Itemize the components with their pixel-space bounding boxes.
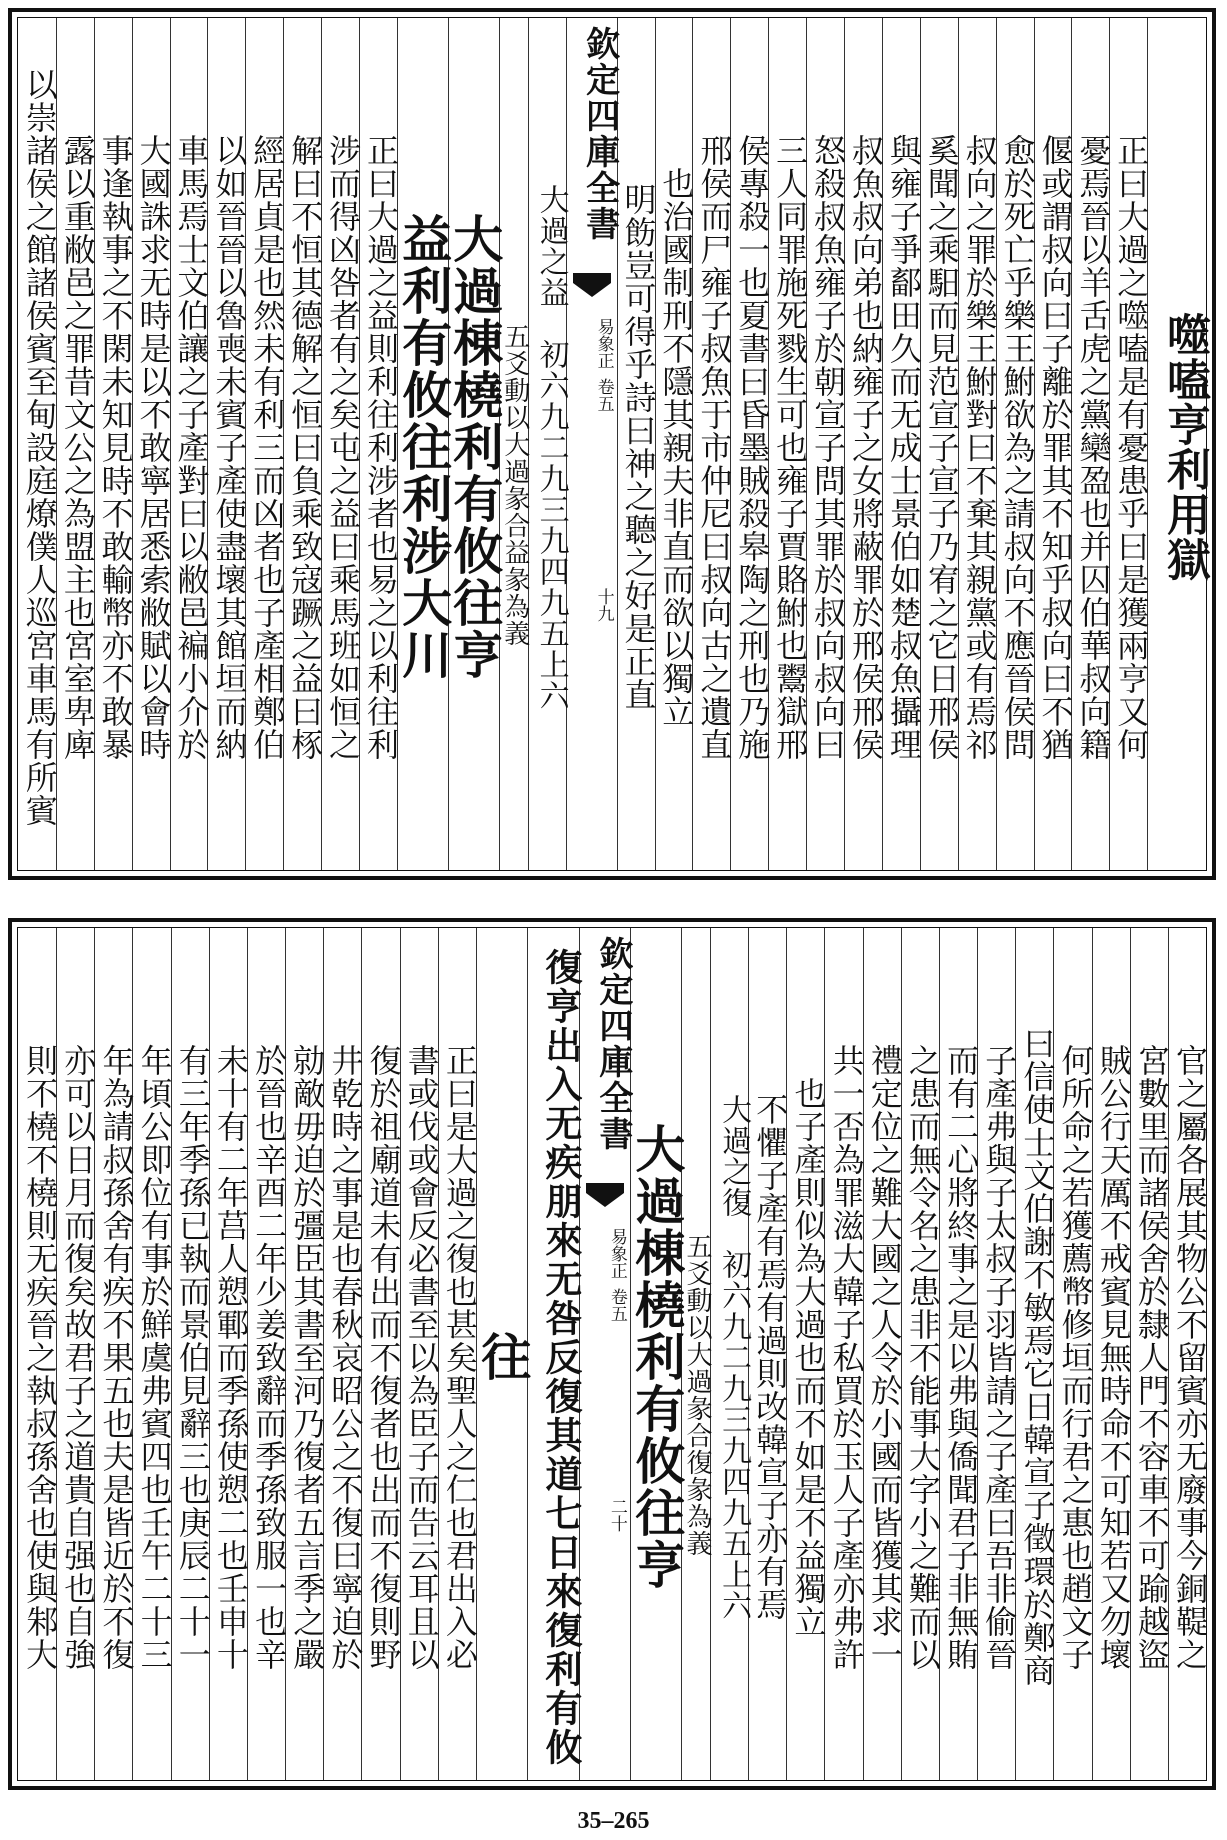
commentary-line: 宮數里而諸侯舍於隸人門不容車不可踰越盜 [1132,1043,1171,1671]
commentary-line: 愈於死亡乎樂王鮒欲為之請叔向不應晉侯問 [998,133,1037,761]
commentary-line: 井乾時之事是也春秋哀昭公之不復曰寧迫於 [326,1043,365,1671]
text-column [617,18,658,870]
fish-tail-mark-icon [586,1183,624,1217]
commentary-line: 大過之益 初六九二九三九四九五上六 [533,183,569,711]
text-column [882,18,923,870]
text-column [901,928,942,1780]
commentary-line: 復於祖廟道未有出而不復者也出而不復則野 [364,1043,403,1671]
commentary-line: 解曰不恒其德解之恒曰負乘致寇蹶之益曰㭬 [286,133,325,761]
commentary-line: 經居貞是也然未有利三而凶者也子產相鄭伯 [248,133,287,761]
commentary-line: 以崇諸侯之館諸侯賓至甸設庭燎僕人巡宮車馬有所賓 [20,67,59,827]
book-title-small: 易象正 [606,1228,627,1279]
text-column [1168,928,1209,1780]
commentary-line: 以如晉晉以魯喪未賓子產使盡壞其館垣而納 [210,133,249,761]
text-column [977,928,1019,1780]
text-column [1015,928,1057,1780]
commentary-line: 曰信使士文伯謝不敏焉它日韓宣子徵環於鄭商 [1018,1027,1057,1687]
text-column [321,18,363,870]
text-column [939,928,981,1780]
commentary-line: 有三年季孫已執而景伯見辭三也庚辰二十一 [173,1043,212,1671]
commentary-line: 賊公行天厲不戒賓見無時命不可知若又勿壞 [1094,1043,1133,1671]
commentary-line: 涉而得凶咎者有之矣屯之益曰乘馬班如恒之 [324,133,363,761]
text-column [824,928,866,1780]
commentary-line: 子產弗與子太叔子羽皆請之子產曰吾非偷晉 [980,1043,1019,1671]
commentary-line: 正曰大過之益則利往利涉者也易之以利往利 [361,133,400,761]
center-fold [566,18,620,870]
commentary-line: 五爻動以大過彖合復彖為義 [681,1233,712,1557]
text-column [400,928,441,1780]
scripture-line: 大過棟橈利有攸往亨 [445,213,505,681]
commentary-line: 侯專殺一也夏書曰昏墨賊殺皋陶之刑也乃施 [733,133,772,761]
commentary-line: 三人同罪施死戮生可也雍子賈賂鮒也鬻獄邢 [771,133,810,761]
commentary-line: 邢侯而尸雍子叔魚于市仲尼曰叔向古之遺直 [695,133,734,761]
commentary-line: 也治國制刑不隱其親夫非直而欲以獨立 [657,166,696,728]
commentary-line: 偃或謂叔向曰子離於罪其不知乎叔向曰不猶 [1036,133,1075,761]
text-column [627,928,687,1780]
text-column [1092,928,1133,1780]
text-column [56,928,98,1780]
commentary-line: 共一否為罪滋大韓子私買於玉人子產亦弗許 [827,1043,866,1671]
text-column [655,18,696,870]
text-column [996,18,1037,870]
text-column [94,928,136,1780]
commentary-line: 也子產則似為大過也而不如是不益獨立 [789,1076,828,1638]
folio-number: 十九 [593,588,614,622]
text-column [1053,928,1095,1780]
commentary-line: 則不橈不橈則无疾晉之執叔孫舍也使與邾大 [21,1043,60,1671]
commentary-line: 大過之復 初六九二九三九四九五上六 [716,1093,752,1621]
text-column [958,18,999,870]
commentary-line: 官之屬各展其物公不留賓亦无廢事今銅鞮之 [1171,1043,1209,1671]
text-column [209,928,250,1780]
text-column [1147,18,1210,870]
text-column [438,928,479,1780]
text-column [445,18,505,870]
text-column [844,18,885,870]
text-column [171,928,212,1780]
commentary-line: 禮定位之難大國之人令於小國而皆獲其求一 [865,1043,904,1671]
text-column [710,928,752,1780]
text-column [730,18,772,870]
text-column [170,18,211,870]
text-column [394,18,454,870]
commentary-line: 年頃公即位有事於鮮虞弗賓四也壬午二十三 [135,1043,174,1671]
text-column [1034,18,1075,870]
text-column [1130,928,1171,1780]
bottom-columns [18,928,1209,1780]
text-column [245,18,287,870]
book-header: 欽定四庫全書 [592,936,633,1152]
text-column [359,18,400,870]
text-column [920,18,961,870]
commentary-line: 年為請叔孫舍有疾不果五也夫是皆近於不復 [97,1043,136,1671]
text-column [94,18,135,870]
text-column [527,928,583,1780]
scripture-line: 復亨出入无疾朋來无咎反復其道七日來復利有攸 [538,947,583,1767]
commentary-line: 五爻動以大過彖合益彖為義 [499,323,530,647]
text-column [863,928,904,1780]
commentary-line: 叔魚叔向弟也納雍子之女將蔽罪於邢侯邢侯 [846,133,885,761]
commentary-line: 何所命之若獲薦幣修垣而行君之惠也趙文子 [1056,1043,1095,1671]
text-column [692,18,734,870]
text-column [528,18,569,870]
top-page [8,8,1216,880]
commentary-line: 不懼子產有焉有過則改韓宣子亦有焉 [751,1093,790,1621]
text-column [283,18,325,870]
commentary-line: 車馬焉士文伯讓之子產對曰以敝邑褊小介於 [172,133,211,761]
commentary-line: 書或伐或會反必書至以為臣子而告云耳且以 [402,1043,441,1671]
commentary-line: 叔向之罪於樂王鮒對曰不棄其親黨或有焉祁 [960,133,999,761]
text-column [768,18,810,870]
commentary-line: 露以重敝邑之罪昔文公之為盟主也宮室卑庳 [58,133,97,761]
commentary-line: 而有二心將終事之是以弗與僑聞君子非無賄 [942,1043,981,1671]
text-column [18,928,60,1780]
commentary-line: 與雍子爭鄐田久而无成士景伯如楚叔魚攝理 [884,133,923,761]
commentary-line: 亦可以日月而復矣故君子之道貴自强也自強 [59,1043,98,1671]
bottom-page [8,918,1216,1790]
fish-tail-mark-icon [573,273,611,307]
commentary-line: 正曰大過之噬嗑是有憂患乎曰是獲兩亨又何 [1112,133,1151,761]
volume-label: 卷五 [606,1288,627,1322]
text-column [207,18,249,870]
text-column [247,928,289,1780]
text-column [18,18,59,870]
commentary-line: 大國誅求无時是以不敢寧居悉索敝賦以會時 [134,133,173,761]
commentary-line: 於晉也辛酉二年少姜致辭而季孫致服一也辛 [250,1043,289,1671]
text-column [132,18,173,870]
scripture-line: 益利有攸往利涉大川 [394,213,454,681]
text-column [786,928,828,1780]
commentary-line: 之患而無令名之患非不能事大字小之難而以 [903,1043,942,1671]
text-column [806,18,848,870]
commentary-line: 正曰是大過之復也甚矣聖人之仁也君出入必 [440,1043,479,1671]
scripture-line: 大過棟橈利有攸往亨 [627,1123,687,1591]
commentary-line: 怒殺叔魚雍子於朝宣子問其罪於叔向叔向曰 [809,133,848,761]
text-column [132,928,174,1780]
center-fold [579,928,633,1780]
text-column [748,928,790,1780]
commentary-line: 奚聞之乘馹而見范宣子宣子乃宥之它日邢侯 [922,133,961,761]
book-title-small: 易象正 [593,318,614,369]
text-column [323,928,365,1780]
text-column [56,18,97,870]
commentary-line: 明飭豈可得乎詩曰神之聽之好是正直 [619,183,658,711]
scripture-line: 往 [473,1331,533,1383]
top-columns [18,18,1210,870]
text-column [361,928,403,1780]
commentary-line: 勍敵毋迫於彊臣其書至河乃復者五言季之嚴 [288,1043,327,1671]
commentary-line: 事逢執事之不閑未知見時不敢輸幣亦不敢暴 [96,133,135,761]
volume-label: 卷五 [593,378,614,412]
scripture-line: 噬嗑亨利用獄 [1159,312,1210,582]
text-column [285,928,327,1780]
commentary-line: 未十有二年莒人愬鄆而季孫使愬二也壬申十 [211,1043,250,1671]
text-column [1071,18,1113,870]
book-header: 欽定四庫全書 [579,26,620,242]
page-number: 35–265 [577,1808,650,1834]
commentary-line: 憂焉晉以羊舌虎之黨欒盈也并囚伯華叔向籍 [1074,133,1113,761]
text-column [1109,18,1151,870]
folio-number: 二十 [606,1498,627,1532]
text-column [473,928,533,1780]
